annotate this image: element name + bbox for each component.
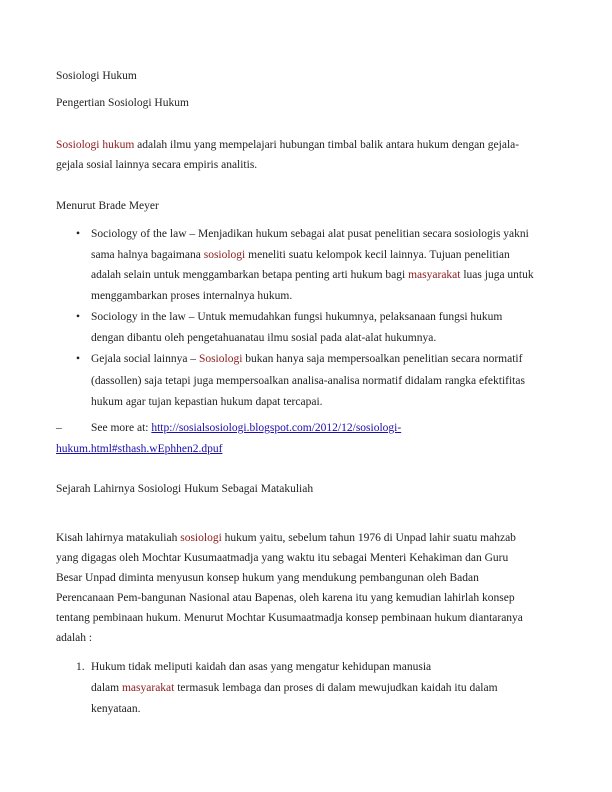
text-span: luas juga untuk — [460, 269, 534, 281]
list-number: 1. — [76, 661, 85, 673]
keyword-link[interactable]: sosiologi — [180, 532, 222, 544]
bullet-2-line-1: Sociology in the law – Untuk memudahkan fungsi hukumnya, pelaksanaan fungsi hukum — [91, 311, 503, 323]
text-span: Kisah lahirnya matakuliah — [56, 532, 181, 544]
sejarah-line-1 — [56, 531, 516, 545]
bullet-1-line-2 — [91, 248, 510, 262]
keyword-link[interactable]: Sosiologi — [198, 353, 243, 365]
source-link[interactable]: http://sosialsosiologi.blogspot.com/2012/12/sosiologi- — [151, 422, 402, 434]
section-heading-sejarah: Sejarah Lahirnya Sosiologi Hukum Sebagai Matakuliah — [56, 483, 314, 495]
sejarah-line-2: yang digagas oleh Mochtar Kusumaatmadja yang waktu itu sebagai Menteri Kehakiman dan Guru — [56, 552, 509, 564]
bullet-marker: • — [76, 311, 81, 323]
see-more-dash: – — [56, 422, 62, 434]
document-title: Sosiologi Hukum — [56, 70, 137, 82]
see-more-label: See more at: — [91, 422, 152, 434]
bullet-1-line-4: menggambarkan proses internalnya hukum. — [91, 290, 293, 302]
numbered-1-line-2 — [91, 681, 498, 695]
keyword-link[interactable]: sosiologi — [203, 249, 246, 261]
numbered-1-line-1: Hukum tidak meliputi kaidah dan asas yang mengatur kehidupan manusia — [91, 661, 432, 673]
text-span: termasuk lembaga dan proses di dalam mewujudkan kaidah itu dalam — [174, 682, 498, 694]
text-span: hukum yaitu, sebelum tahun 1976 di Unpad lahir suatu mahzab — [221, 532, 516, 544]
bullet-1-line-1: Sociology of the law – Menjadikan hukum sebagai alat pusat penelitian secara sosiologis yakni — [91, 228, 529, 240]
numbered-1-line-3: kenyataan. — [91, 703, 141, 715]
text-span: adalah selain untuk menggambarkan betapa penting arti hukum bagi — [91, 269, 409, 281]
sejarah-line-4: Perencanaan Pem-bangunan Nasional atau Bapenas, oleh karena itu yang kemudian lahirlah konsep — [56, 592, 515, 604]
keyword-link[interactable]: Sosiologi hukum — [56, 139, 135, 151]
text-span: dalam — [91, 682, 122, 694]
section-heading-pengertian: Pengertian Sosiologi Hukum — [56, 97, 189, 109]
sejarah-line-3: Besar Unpad diminta menyusun konsep hukum yang mendukung pembangunan oleh Badan — [56, 572, 479, 584]
intro-line-2: gejala sosial lainnya secara empiris analitis. — [56, 159, 258, 171]
intro-line-1 — [56, 138, 519, 152]
source-link-continued[interactable]: hukum.html#sthash.wEphhen2.dpuf — [56, 443, 223, 455]
section-heading-brade-meyer: Menurut Brade Meyer — [56, 200, 159, 212]
text-span: bukan hanya saja mempersoalkan penelitian secara normatif — [242, 353, 523, 365]
source-link-continued-line — [56, 442, 222, 456]
bullet-3-line-2: (dassollen) saja tetapi juga mempersoalkan analisa-analisa normatif didalam rangka efektifitas — [91, 375, 525, 387]
sejarah-line-6: adalah : — [56, 632, 93, 644]
bullet-marker: • — [76, 228, 81, 240]
bullet-2-line-2: dengan dibantu oleh pengetahuanatau ilmu sosial pada alat-alat hukumnya. — [91, 332, 437, 344]
keyword-link[interactable]: masyarakat — [408, 269, 461, 281]
text-span: Gejala social lainnya – — [91, 353, 199, 365]
bullet-3-line-1 — [91, 352, 522, 366]
bullet-1-line-3 — [91, 268, 534, 282]
bullet-marker: • — [76, 353, 81, 365]
see-more-line — [91, 421, 401, 435]
bullet-3-line-3: hukum agar tujan kepastian hukum dapat tercapai. — [91, 396, 323, 408]
text-span: meneliti suatu kelompok kecil lainnya. Tujuan penelitian — [245, 249, 510, 261]
intro-text: adalah ilmu yang mempelajari hubungan timbal balik antara hukum dengan gejala- — [134, 139, 520, 151]
sejarah-line-5: tentang pembinaan hukum. Menurut Mochtar Kusumaatmadja konsep pembinaan hukum diantaranya — [56, 612, 523, 624]
text-span: sama halnya bagaimana — [91, 249, 204, 261]
keyword-link[interactable]: masyarakat — [121, 682, 175, 694]
